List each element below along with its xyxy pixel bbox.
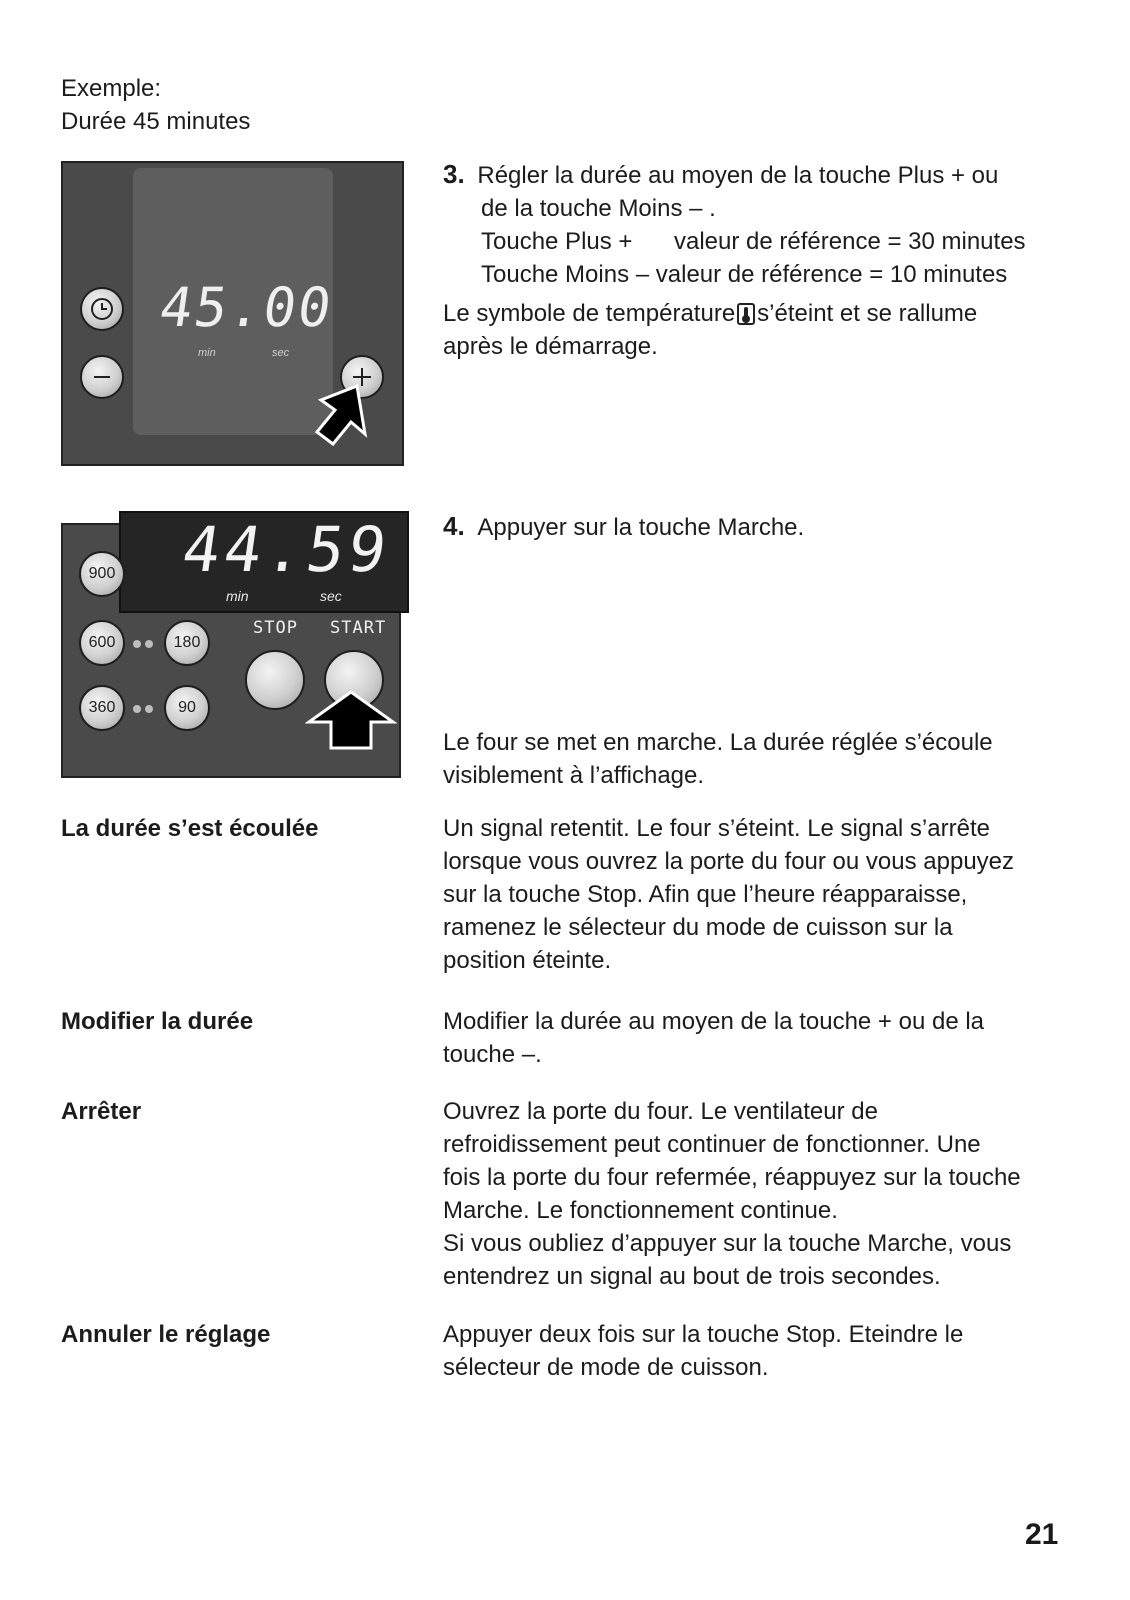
step-4-result	[443, 726, 1113, 792]
section-line: Un signal retentit. Le four s’éteint. Le signal s’arrête	[443, 815, 990, 842]
step-3-plus-row	[443, 225, 1113, 258]
minus-key-label: Touche Moins –	[481, 261, 650, 288]
thermometer-icon	[737, 303, 755, 325]
section-line: lorsque vous ouvrez la porte du four ou vous appuyez	[443, 848, 1015, 875]
section-line: position éteinte.	[443, 947, 612, 974]
minus-icon	[89, 364, 115, 390]
section-heading-elapsed: La durée s’est écoulée	[61, 815, 319, 842]
section-line: touche –.	[443, 1041, 542, 1068]
indicator-dots-1	[133, 640, 153, 648]
example-line-1: Exemple:	[61, 75, 162, 102]
step-3-line-2: de la touche Moins – .	[481, 195, 716, 222]
section-line: refroidissement peut continuer de fonctionner. Une	[443, 1131, 981, 1158]
button-900[interactable]: 900	[79, 551, 125, 597]
step-3-minus-row	[443, 258, 1113, 291]
section-line: Modifier la durée au moyen de la touche + ou de la	[443, 1008, 985, 1035]
stop-button[interactable]	[245, 650, 305, 710]
example-label	[61, 72, 250, 138]
stop-label: STOP	[253, 618, 298, 638]
section-line: Marche. Le fonctionnement continue.	[443, 1197, 838, 1224]
section-heading-cancel: Annuler le réglage	[61, 1321, 271, 1348]
section-body-stop	[443, 1095, 1113, 1293]
temperature-note-line-2: après le démarrage.	[443, 333, 658, 360]
section-heading-stop: Arrêter	[61, 1098, 142, 1125]
panel1-sec-label: sec	[272, 347, 290, 359]
panel1-min-label: min	[198, 347, 216, 359]
indicator-dots-2	[133, 705, 153, 713]
section-body-cancel	[443, 1318, 1113, 1384]
step-3	[443, 158, 1113, 363]
section-line: Ouvrez la porte du four. Le ventilateur de	[443, 1098, 878, 1125]
duration-display-panel2: 44.59	[177, 513, 395, 586]
step-4-result-line-1: Le four se met en marche. La durée réglée s’écoule	[443, 729, 993, 756]
temperature-note-part-2: s’éteint et se rallume	[757, 300, 978, 327]
step-3-line-1: Régler la durée au moyen de la touche Plus + ou	[477, 162, 999, 189]
clock-icon	[88, 295, 116, 323]
duration-display-panel1: 45.00	[155, 276, 338, 339]
button-180[interactable]: 180	[164, 620, 210, 666]
section-line: fois la porte du four refermée, réappuyez sur la touche	[443, 1164, 1021, 1191]
plus-key-label: Touche Plus +	[481, 228, 633, 255]
minus-button[interactable]	[80, 355, 124, 399]
minus-key-value: valeur de référence = 10 minutes	[655, 261, 1008, 288]
button-600[interactable]: 600	[79, 620, 125, 666]
panel2-sec-label: sec	[320, 588, 342, 604]
step-4	[443, 510, 1113, 544]
section-line: entendrez un signal au bout de trois secondes.	[443, 1263, 941, 1290]
section-line: sélecteur de mode de cuisson.	[443, 1354, 769, 1381]
step-4-text: Appuyer sur la touche Marche.	[477, 514, 805, 541]
temperature-note	[443, 297, 1113, 330]
step-4-result-line-2: visiblement à l’affichage.	[443, 762, 705, 789]
section-line: Appuyer deux fois sur la touche Stop. Eteindre le	[443, 1321, 964, 1348]
section-line: Si vous oubliez d’appuyer sur la touche Marche, vous	[443, 1230, 1012, 1257]
button-360[interactable]: 360	[79, 685, 125, 731]
plus-key-value: valeur de référence = 30 minutes	[674, 228, 1026, 255]
arrow-pointing-plus-icon	[295, 378, 385, 453]
section-body-modify	[443, 1005, 1113, 1071]
button-90[interactable]: 90	[164, 685, 210, 731]
page-number: 21	[1025, 1518, 1059, 1551]
section-line: sur la touche Stop. Afin que l’heure réapparaisse,	[443, 881, 968, 908]
step-4-number: 4.	[443, 511, 465, 541]
step-3-number: 3.	[443, 159, 465, 189]
panel2-min-label: min	[226, 588, 249, 604]
section-heading-modify: Modifier la durée	[61, 1008, 254, 1035]
arrow-pointing-start-icon	[305, 688, 397, 753]
temperature-note-part-1: Le symbole de température	[443, 300, 736, 327]
clock-button[interactable]	[80, 287, 124, 331]
start-label: START	[330, 618, 387, 638]
example-line-2: Durée 45 minutes	[61, 108, 251, 135]
section-line: ramenez le sélecteur du mode de cuisson sur la	[443, 914, 953, 941]
section-body-elapsed	[443, 812, 1113, 977]
